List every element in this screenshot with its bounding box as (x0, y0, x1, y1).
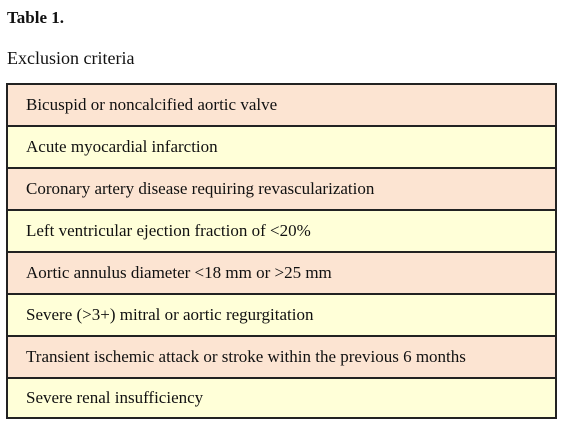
table-row: Acute myocardial infarction (8, 127, 555, 167)
table-title: Table 1. (7, 8, 65, 27)
table-row: Bicuspid or noncalcified aortic valve (8, 85, 555, 125)
table-row: Aortic annulus diameter <18 mm or >25 mm (8, 253, 555, 293)
table-row: Severe renal insufficiency (8, 379, 555, 417)
table-row: Severe (>3+) mitral or aortic regurgitation (8, 295, 555, 335)
table-row: Left ventricular ejection fraction of <20% (8, 211, 555, 251)
table-row: Transient ischemic attack or stroke within the previous 6 months (8, 337, 555, 377)
exclusion-criteria-table (6, 83, 557, 419)
table-row: Coronary artery disease requiring revascularization (8, 169, 555, 209)
table-caption: Exclusion criteria (7, 48, 135, 68)
